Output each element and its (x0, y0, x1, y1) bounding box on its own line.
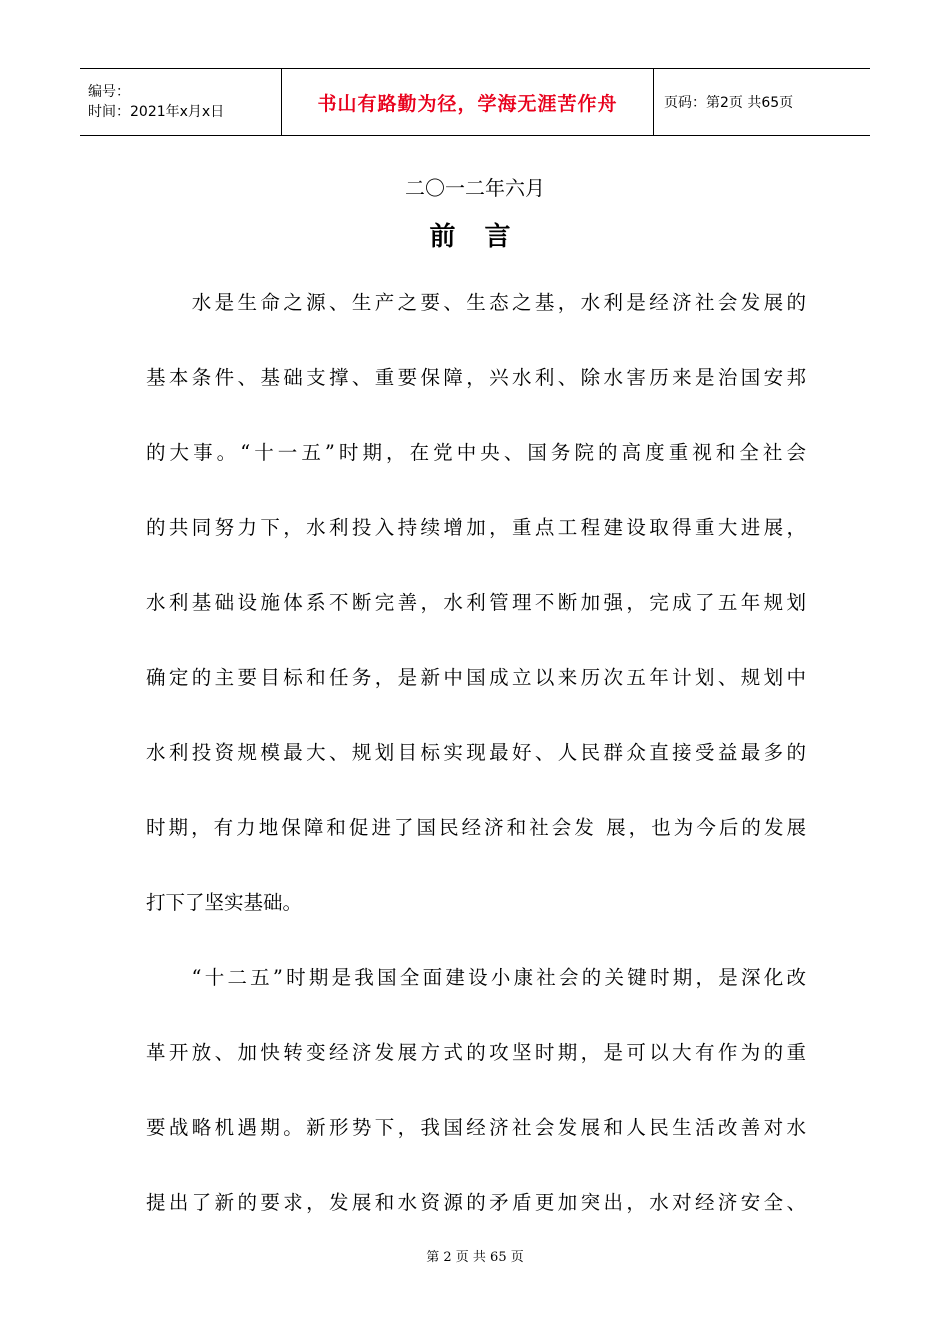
body-line: 水是生命之源、生产之要、生态之基，水利是经济社会发展的 (146, 291, 806, 314)
page-footer: 第 2 页 共 65 页 (426, 1250, 524, 1265)
body-text (146, 284, 806, 1259)
section-title: 前 言 (429, 222, 521, 252)
header-motto-cell (282, 69, 654, 135)
body-line: 确定的主要目标和任务，是新中国成立以来历次五年计划、规划中 (146, 666, 806, 689)
document-number-label: 编号： (88, 84, 130, 100)
body-line: 水利基础设施体系不断完善，水利管理不断加强，完成了五年规划 (146, 591, 806, 614)
header-page-cell (654, 69, 870, 135)
document-date: 二〇一二年六月 (405, 176, 545, 200)
body-line: 革开放、加快转变经济发展方式的攻坚时期，是可以大有作为的重 (146, 1041, 806, 1064)
header-table (80, 68, 870, 136)
body-line: 打下了坚实基础。 (146, 891, 303, 914)
body-line: 基本条件、基础支撑、重要保障，兴水利、除水害历来是治国安邦 (146, 366, 806, 389)
body-line: 的大事。“十一五”时期，在党中央、国务院的高度重视和全社会 (146, 441, 806, 464)
document-time-label: 时间：2021年x月x日 (88, 104, 225, 120)
body-line: 的共同努力下，水利投入持续增加，重点工程建设取得重大进展， (146, 516, 806, 539)
header-motto: 书山有路勤为径，学海无涯苦作舟 (317, 92, 618, 115)
header-meta (80, 69, 282, 135)
body-line: 提出了新的要求，发展和水资源的矛盾更加突出，水对经济安全、 (146, 1191, 806, 1214)
body-line: 要战略机遇期。新形势下，我国经济社会发展和人民生活改善对水 (146, 1116, 806, 1139)
header-page-info: 页码：第2页 共65页 (664, 95, 794, 111)
body-line: “十二五”时期是我国全面建设小康社会的关键时期，是深化改 (146, 966, 806, 989)
body-line: 水利投资规模最大、规划目标实现最好、人民群众直接受益最多的 (146, 741, 806, 764)
body-line: 时期，有力地保障和促进了国民经济和社会发 展，也为今后的发展 (146, 816, 806, 839)
